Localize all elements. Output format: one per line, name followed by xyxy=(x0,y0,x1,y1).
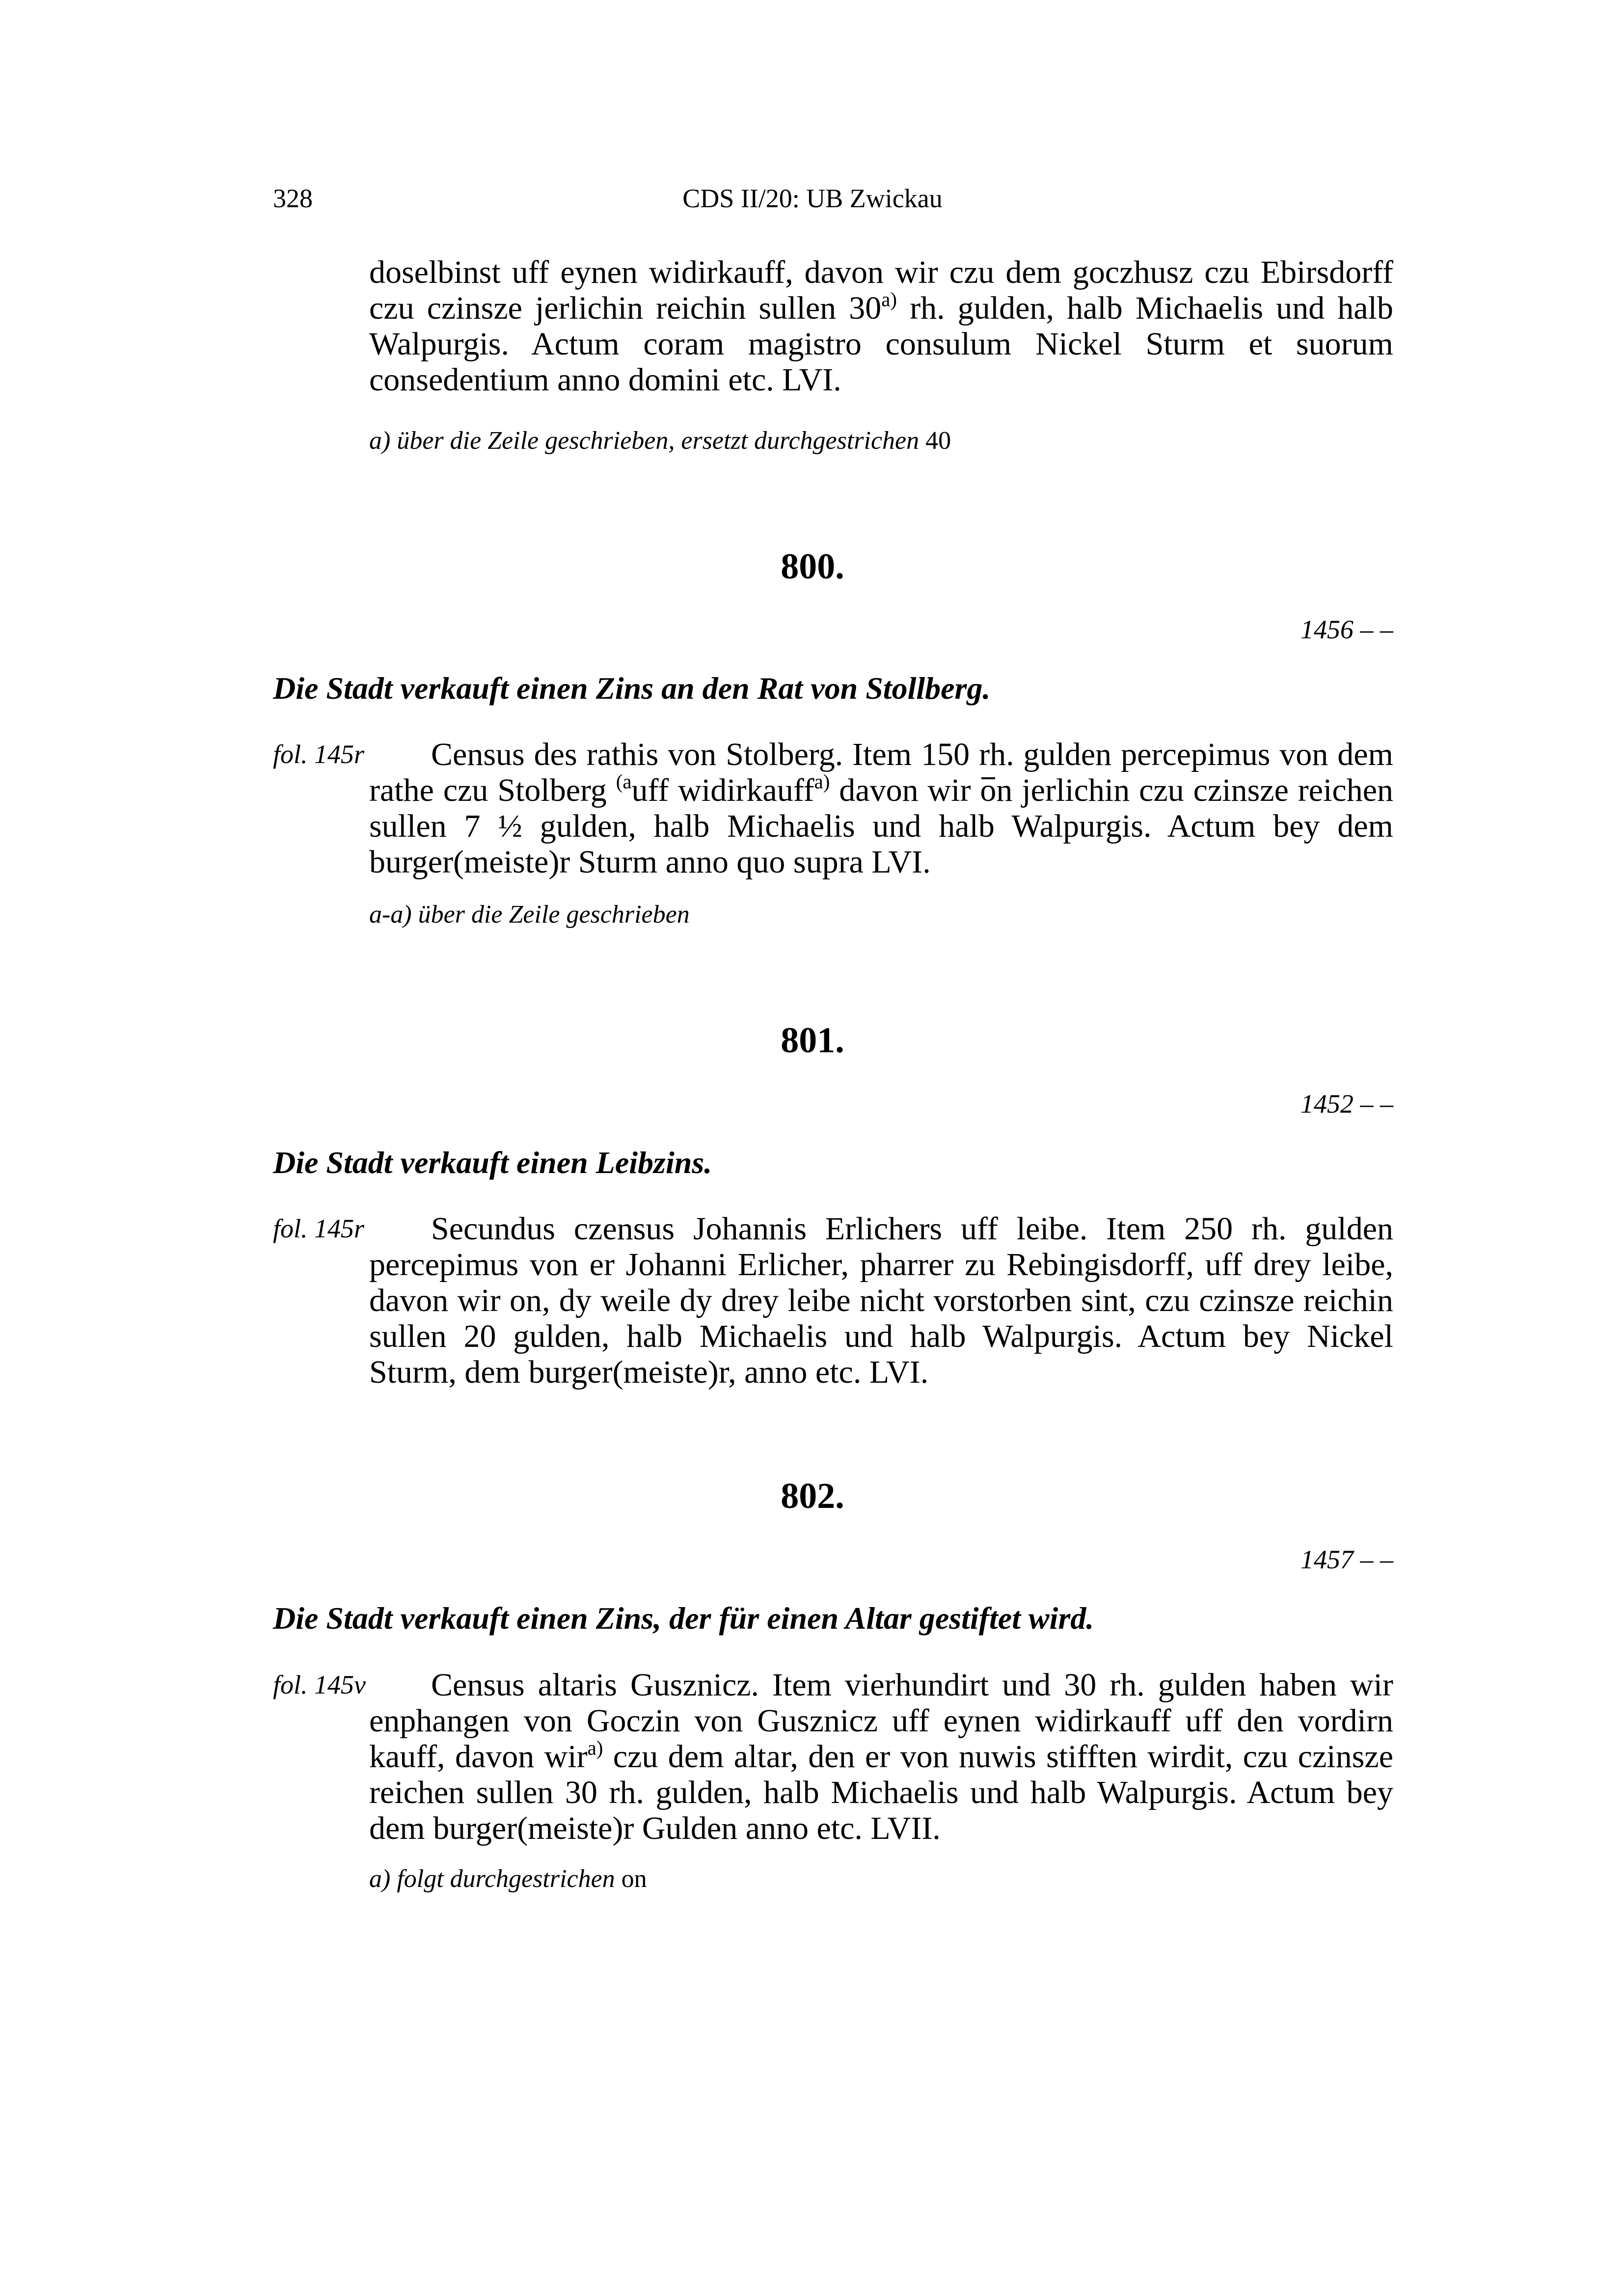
running-title: CDS II/20: UB Zwickau xyxy=(682,184,943,213)
entry-text-800: Census des rathis von Stolberg. Item 150 rh. gulden percepimus von dem rathe czu Stolberg $^{(a}$uff widirkauff$^{a)}$ davon wir on jerlichin czu czinsze reichen sullen 7 ½ gulden, halb Michaelis und halb Walpurgis. Actum bey dem burger(meiste)r Sturm anno quo supra LVI. xyxy=(369,737,1393,880)
folio-reference-800: fol. 145r xyxy=(273,739,365,769)
continuation-paragraph: doselbinst uff eynen widirkauff, davon wir czu dem goczhusz czu Ebirsdorff czu czinsze jerlichin reichin sullen 30$^{a)}$ rh. gulden, halb Michaelis und halb Walpurgis. Actum coram magistro consulum Nickel Sturm et suorum consedentium anno domini etc. LVI. xyxy=(369,254,1394,398)
page-number: 328 xyxy=(273,184,313,213)
footnote-marker: a) xyxy=(881,288,897,311)
o-with-macron: o xyxy=(980,772,997,808)
entry-number-802: 802. xyxy=(781,1476,844,1516)
entry-regest-802: Die Stadt verkauft einen Zins, der für einen Altar gestiftet wird. xyxy=(273,1601,1094,1636)
entry-text-801: Secundus czensus Johannis Erlichers uff leibe. Item 250 rh. gulden percepimus von er Johanni Erlicher, pharrer zu Rebingisdorff, uff drey leibe, davon wir on, dy weile dy drey leibe nicht vorstorben sint, czu czinsze reichin sullen 20 gulden, halb Michaelis und halb Walpurgis. Actum bey Nickel Sturm, dem burger(meiste)r, anno etc. LVI. xyxy=(369,1211,1393,1390)
footnote-marker: a) xyxy=(587,1737,603,1759)
entry-number-801: 801. xyxy=(781,1020,844,1061)
entry-text-802: Census altaris Gusznicz. Item vierhundirt und 30 rh. gulden haben wir enphangen von Goczin von Gusznicz uff eynen widirkauff uff den vordirn kauff, davon wir$^{a)}$ czu dem altar, den er von nuwis stifften wirdit, czu czinsze reichen sullen 30 rh. gulden, halb Michaelis und halb Walpurgis. Actum bey dem burger(meiste)r Gulden anno etc. LVII. xyxy=(369,1667,1393,1846)
entry-date-800: 1456 – – xyxy=(1300,615,1393,644)
folio-reference-801: fol. 145r xyxy=(273,1214,365,1243)
entry-regest-801: Die Stadt verkauft einen Leibzins. xyxy=(273,1145,712,1180)
footnote: a-a) über die Zeile geschrieben xyxy=(369,901,690,929)
footnote-marker: (a xyxy=(616,770,632,793)
entry-date-801: 1452 – – xyxy=(1300,1089,1393,1119)
footnote: a) folgt durchgestrichen on xyxy=(369,1865,647,1893)
entry-number-800: 800. xyxy=(781,547,844,587)
entry-regest-800: Die Stadt verkauft einen Zins an den Rat von Stollberg. xyxy=(273,671,991,706)
entry-date-802: 1457 – – xyxy=(1300,1545,1393,1574)
footnote: a) über die Zeile geschrieben, ersetzt durchgestrichen 40 xyxy=(369,427,951,455)
footnote-marker: a) xyxy=(814,770,830,793)
folio-reference-802: fol. 145v xyxy=(273,1670,366,1699)
